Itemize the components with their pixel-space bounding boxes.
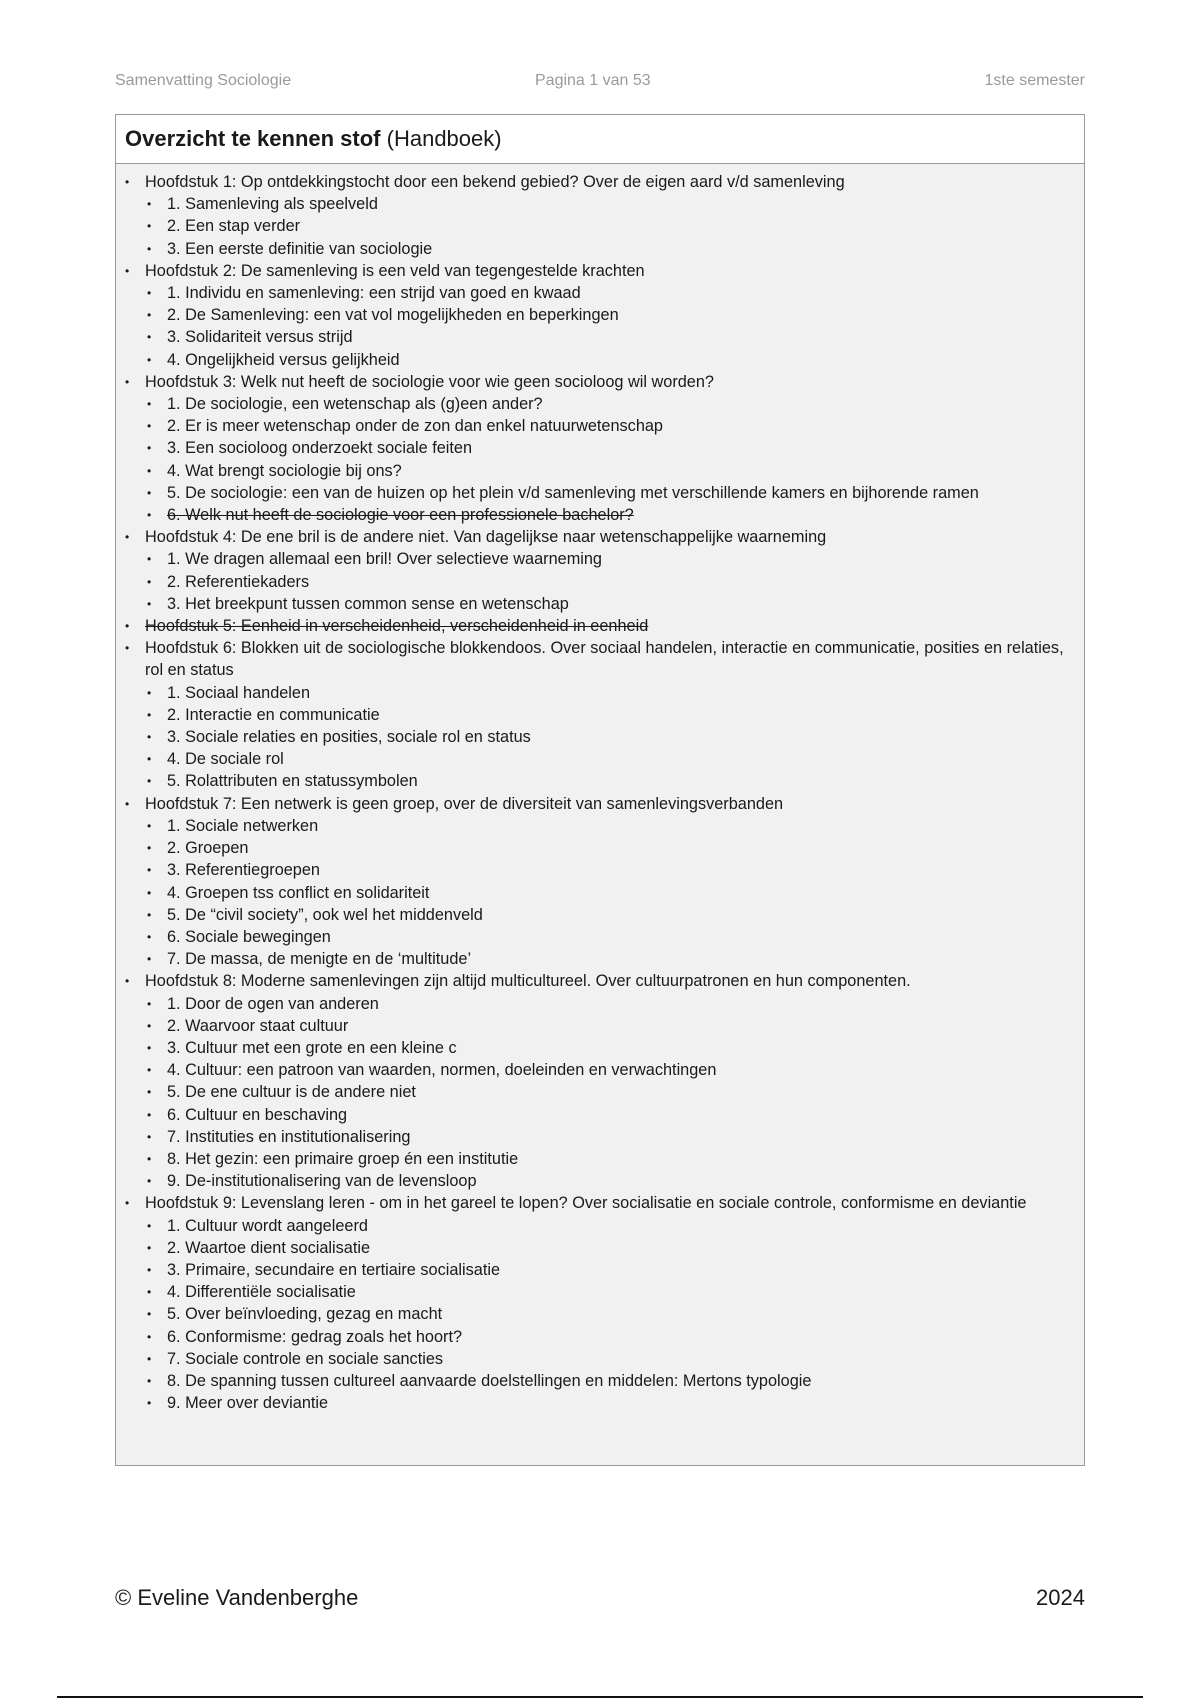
section-item: • 3. Het breekpunt tussen common sense en wetenschap (123, 593, 1064, 615)
section-item: • 6. Conformisme: gedrag zoals het hoort? (123, 1326, 1064, 1348)
section-item: • 4. Groepen tss conflict en solidariteit (123, 882, 1064, 904)
section-item: • 2. Er is meer wetenschap onder de zon dan enkel natuurwetenschap (123, 415, 1064, 437)
section-item: • 2. De Samenleving: een vat vol mogelijkheden en beperkingen (123, 304, 1064, 326)
section-item: • 4. Ongelijkheid versus gelijkheid (123, 349, 1064, 371)
section-item: • 3. Sociale relaties en posities, sociale rol en status (123, 726, 1064, 748)
chapter-item: • Hoofdstuk 5: Eenheid in verscheidenheid, verscheidenheid in eenheid (123, 615, 1064, 637)
section-item: • 3. Cultuur met een grote en een kleine c (123, 1037, 1064, 1059)
footer-year: 2024 (1036, 1585, 1085, 1610)
section-item: • 4. Differentiële socialisatie (123, 1281, 1064, 1303)
section-item: • 1. Sociale netwerken (123, 815, 1064, 837)
section-item: • 3. Primaire, secundaire en tertiaire socialisatie (123, 1259, 1064, 1281)
section-item: • 1. De sociologie, een wetenschap als (g)een ander? (123, 393, 1064, 415)
section-item: • 2. Waartoe dient socialisatie (123, 1237, 1064, 1259)
header-page-number: Pagina 1 van 53 (535, 72, 651, 89)
section-item: • 4. De sociale rol (123, 748, 1064, 770)
chapter-item: • Hoofdstuk 3: Welk nut heeft de sociologie voor wie geen socioloog wil worden? (123, 371, 1064, 393)
bottom-divider (57, 1696, 1143, 1698)
section-item: • 4. Cultuur: een patroon van waarden, normen, doeleinden en verwachtingen (123, 1059, 1064, 1081)
section-item: • 2. Een stap verder (123, 215, 1064, 237)
section-item: • 3. Een socioloog onderzoekt sociale feiten (123, 437, 1064, 459)
chapter-item: • Hoofdstuk 9: Levenslang leren - om in het gareel te lopen? Over socialisatie en sociale controle, conformisme en deviantie (123, 1192, 1064, 1214)
chapter-item: • Hoofdstuk 2: De samenleving is een veld van tegengestelde krachten (123, 260, 1064, 282)
section-item: • 5. De “civil society”, ook wel het middenveld (123, 904, 1064, 926)
section-item: • 3. Een eerste definitie van sociologie (123, 238, 1064, 260)
section-item: • 8. De spanning tussen cultureel aanvaarde doelstellingen en middelen: Mertons typologie (123, 1370, 1064, 1392)
section-item: • 1. Sociaal handelen (123, 682, 1064, 704)
overview-box-title (116, 115, 1084, 164)
header-semester: 1ste semester (984, 72, 1085, 89)
section-item: • 7. Sociale controle en sociale sancties (123, 1348, 1064, 1370)
section-item: • 5. Rolattributen en statussymbolen (123, 770, 1064, 792)
chapter-item: • Hoofdstuk 6: Blokken uit de sociologische blokkendoos. Over sociaal handelen, interactie en communicatie, posities en relaties, rol en status (123, 637, 1064, 681)
section-item: • 6. Sociale bewegingen (123, 926, 1064, 948)
section-item: • 5. De ene cultuur is de andere niet (123, 1081, 1064, 1103)
section-item: • 9. De-institutionalisering van de levensloop (123, 1170, 1064, 1192)
section-item: • 2. Interactie en communicatie (123, 704, 1064, 726)
section-item: • 1. Samenleving als speelveld (123, 193, 1064, 215)
overview-title-bold: Overzicht te kennen stof (125, 126, 381, 151)
section-item: • 7. De massa, de menigte en de ‘multitude’ (123, 948, 1064, 970)
section-item: • 7. Instituties en institutionalisering (123, 1126, 1064, 1148)
chapter-item: • Hoofdstuk 7: Een netwerk is geen groep, over de diversiteit van samenlevingsverbanden (123, 793, 1064, 815)
section-item: • 3. Referentiegroepen (123, 859, 1064, 881)
section-item: • 2. Referentiekaders (123, 571, 1064, 593)
section-item: • 9. Meer over deviantie (123, 1392, 1064, 1414)
overview-title-suffix: (Handboek) (380, 126, 502, 151)
chapter-outline-list (116, 164, 1084, 1414)
section-item: • 2. Groepen (123, 837, 1064, 859)
section-item: • 5. De sociologie: een van de huizen op het plein v/d samenleving met verschillende kamers en bijhorende ramen (123, 482, 1064, 504)
section-item: • 8. Het gezin: een primaire groep én een institutie (123, 1148, 1064, 1170)
chapter-item: • Hoofdstuk 4: De ene bril is de andere niet. Van dagelijkse naar wetenschappelijke waarneming (123, 526, 1064, 548)
chapter-item: • Hoofdstuk 8: Moderne samenlevingen zijn altijd multicultureel. Over cultuurpatronen en hun componenten. (123, 970, 1064, 992)
section-item: • 1. Cultuur wordt aangeleerd (123, 1215, 1064, 1237)
footer-author: © Eveline Vandenberghe (115, 1585, 359, 1610)
page-header (115, 72, 1085, 94)
overview-box (115, 114, 1085, 1466)
section-item: • 1. Door de ogen van anderen (123, 993, 1064, 1015)
section-item: • 4. Wat brengt sociologie bij ons? (123, 460, 1064, 482)
section-item: • 5. Over beïnvloeding, gezag en macht (123, 1303, 1064, 1325)
section-item: • 2. Waarvoor staat cultuur (123, 1015, 1064, 1037)
header-document-title: Samenvatting Sociologie (115, 72, 292, 89)
section-item: • 1. We dragen allemaal een bril! Over selectieve waarneming (123, 548, 1064, 570)
section-item: • 6. Welk nut heeft de sociologie voor een professionele bachelor? (123, 504, 1064, 526)
section-item: • 3. Solidariteit versus strijd (123, 326, 1064, 348)
section-item: • 1. Individu en samenleving: een strijd van goed en kwaad (123, 282, 1064, 304)
chapter-item: • Hoofdstuk 1: Op ontdekkingstocht door een bekend gebied? Over de eigen aard v/d samenleving (123, 171, 1064, 193)
section-item: • 6. Cultuur en beschaving (123, 1104, 1064, 1126)
